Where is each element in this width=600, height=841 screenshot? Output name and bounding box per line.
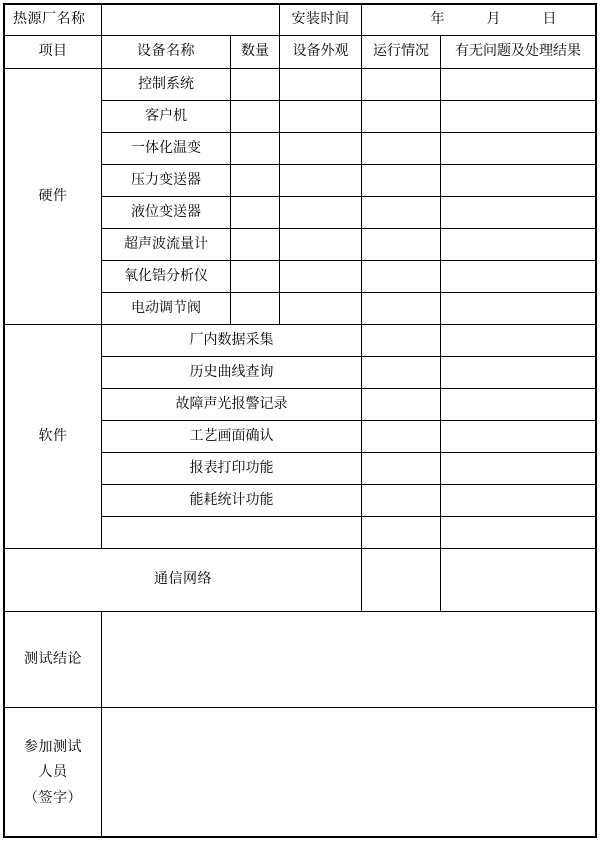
col-divider: [230, 35, 231, 325]
col-header-device: 设备名称: [137, 43, 195, 60]
plant-name-field[interactable]: [102, 5, 279, 35]
date-day-label: 日: [542, 11, 557, 28]
participants-label-line: （签字）: [24, 789, 82, 806]
col-header-item: 项目: [38, 43, 68, 60]
participants-label-line: 参加测试: [24, 738, 82, 755]
inspection-form: [3, 3, 597, 838]
participants-label: [5, 708, 101, 838]
col-header-running: 运行情况: [373, 43, 429, 60]
software-function-name: 工艺画面确认: [189, 427, 274, 444]
hardware-section-label: 硬件: [38, 187, 68, 204]
col-header-result: 有无问题及处理结果: [455, 43, 581, 60]
conclusion-field[interactable]: [102, 612, 595, 707]
software-function-name: 能耗统计功能: [189, 491, 274, 508]
software-section-label: 软件: [38, 427, 68, 444]
hardware-device-name: 一体化温变: [131, 139, 201, 156]
install-date-field[interactable]: [362, 5, 595, 35]
software-function-name: 报表打印功能: [189, 459, 274, 476]
row-divider: [101, 516, 595, 517]
hardware-device-name: 超声波流量计: [124, 235, 208, 252]
participants-label-line: 人员: [38, 764, 68, 781]
col-divider: [279, 35, 280, 325]
hardware-device-name: 液位变送器: [131, 203, 201, 220]
install-time-label: 安装时间: [291, 11, 350, 28]
col-header-appearance: 设备外观: [292, 43, 349, 60]
col-header-qty: 数量: [241, 43, 269, 60]
software-function-name: 厂内数据采集: [189, 331, 274, 348]
software-function-name: 历史曲线查询: [189, 363, 274, 380]
conclusion-label: 测试结论: [24, 650, 82, 667]
hardware-device-name: 氧化锆分析仪: [124, 267, 208, 284]
date-month-label: 月: [486, 11, 501, 28]
hardware-device-name: 电动调节阀: [131, 299, 201, 316]
plant-name-label: 热源厂名称: [13, 11, 86, 28]
participants-signature-field[interactable]: [102, 708, 595, 838]
hardware-device-name: 客户机: [145, 107, 187, 124]
hardware-device-name: 压力变送器: [131, 171, 201, 188]
col-divider: [440, 35, 441, 612]
network-label: 通信网络: [154, 571, 212, 588]
date-year-label: 年: [430, 11, 445, 28]
software-function-name: 故障声光报警记录: [175, 395, 288, 412]
col-divider: [361, 35, 362, 612]
hardware-device-name: 控制系统: [138, 75, 194, 92]
